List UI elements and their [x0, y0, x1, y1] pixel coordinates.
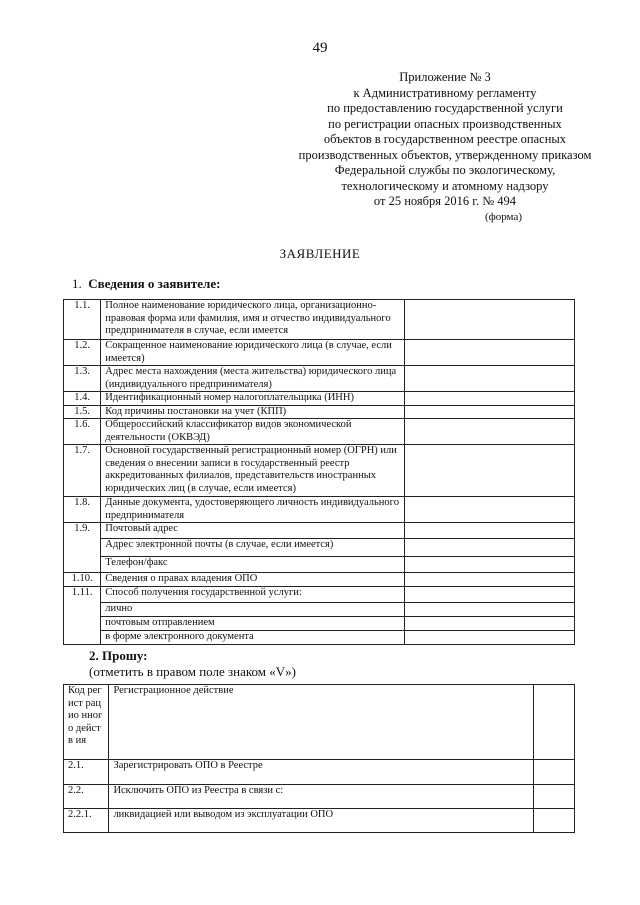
- row-label: Почтовый адрес: [101, 523, 404, 539]
- table-row: [64, 602, 575, 616]
- appendix-line: по регистрации опасных производственных: [328, 116, 562, 131]
- section1-title: Сведения о заявителе:: [88, 276, 221, 291]
- row-label: Сокращенное наименование юридического лица (в случае, если имеется): [101, 340, 404, 366]
- table-row: [64, 630, 575, 644]
- value-cell[interactable]: [404, 366, 574, 392]
- mark-cell[interactable]: [533, 685, 574, 760]
- table-row: [64, 300, 575, 340]
- row-number: 1.11.: [64, 586, 101, 644]
- row-label: в форме электронного документа: [101, 630, 404, 644]
- value-cell[interactable]: [404, 557, 574, 573]
- forma-label: (форма): [484, 210, 522, 223]
- appendix-line: от 25 ноября 2016 г. № 494: [373, 194, 517, 208]
- appendix-line: по предоставлению государственной услуги: [327, 101, 563, 115]
- appendix-line: к Административному регламенту: [353, 85, 537, 100]
- value-cell[interactable]: [404, 586, 574, 602]
- appendix-line: производственных объектов, утвержденному приказом: [298, 147, 592, 162]
- row-label: Телефон/факс: [101, 557, 404, 573]
- value-cell[interactable]: [404, 539, 574, 557]
- section1-heading: [72, 276, 220, 292]
- row-label: Код причины постановки на учет (КПП): [101, 405, 404, 419]
- table-row: [64, 392, 575, 406]
- row-label: Сведения о правах владения ОПО: [101, 573, 404, 587]
- appendix-header: [280, 70, 610, 224]
- row-label: Адрес электронной почты (в случае, если имеется): [101, 539, 404, 557]
- checkbox-cell-lichno[interactable]: [404, 602, 574, 616]
- row-label: Адрес места нахождения (места жительства) юридического лица (индивидуального предпринимателя): [101, 366, 404, 392]
- appendix-line: объектов в государственном реестре опасных: [323, 132, 567, 146]
- page-number: 49: [312, 40, 328, 56]
- mark-cell[interactable]: [533, 785, 574, 809]
- table-row: [64, 760, 575, 785]
- action-header: Регистрационное действие: [109, 685, 533, 760]
- table-row: [64, 539, 575, 557]
- row-number: 1.4.: [64, 392, 101, 406]
- row-label: Основной государственный регистрационный номер (ОГРН) или сведения о внесении записи в государственный реестр аккредитованных филиалов, представительств иностранных юридических лиц (в случае, если имеется): [101, 445, 404, 497]
- registration-action-table: [63, 684, 575, 833]
- row-label: Данные документа, удостоверяющего личность индивидуального предпринимателя: [101, 497, 404, 523]
- table-row: [64, 586, 575, 602]
- value-cell[interactable]: [404, 405, 574, 419]
- row-label: Идентификационный номер налогоплательщика (ИНН): [101, 392, 404, 406]
- row-number: 1.9.: [64, 523, 101, 573]
- row-number: 2.2.: [64, 785, 109, 809]
- section2-heading: [89, 648, 296, 680]
- value-cell[interactable]: [404, 523, 574, 539]
- row-number: 1.1.: [64, 300, 101, 340]
- table-row: [64, 809, 575, 833]
- mark-cell[interactable]: [533, 809, 574, 833]
- value-cell[interactable]: [404, 419, 574, 445]
- applicant-info-table: [63, 299, 575, 645]
- section2-note: (отметить в правом поле знаком «V»): [89, 664, 296, 679]
- row-number: 1.7.: [64, 445, 101, 497]
- table-row: [64, 340, 575, 366]
- table-row: [64, 616, 575, 630]
- section2-title: 2. Прошу:: [89, 648, 148, 663]
- table-row: [64, 573, 575, 587]
- row-label: Способ получения государственной услуги:: [101, 586, 404, 602]
- value-cell[interactable]: [404, 445, 574, 497]
- table-row: [64, 366, 575, 392]
- row-label: Общероссийский классификатор видов экономической деятельности (ОКВЭД): [101, 419, 404, 445]
- row-number: 2.2.1.: [64, 809, 109, 833]
- appendix-line: Федеральной службы по экологическому,: [334, 163, 556, 177]
- value-cell[interactable]: [404, 497, 574, 523]
- appendix-line: технологическому и атомному надзору: [341, 178, 549, 193]
- value-cell[interactable]: [404, 392, 574, 406]
- mark-cell[interactable]: [533, 760, 574, 785]
- table-row: [64, 785, 575, 809]
- table-row: [64, 419, 575, 445]
- section1-number: 1.: [72, 276, 82, 291]
- row-label: почтовым отправлением: [101, 616, 404, 630]
- document-title: ЗАЯВЛЕНИЕ: [279, 246, 361, 261]
- table-row: [64, 557, 575, 573]
- table-row: [64, 405, 575, 419]
- row-number: 1.10.: [64, 573, 101, 587]
- checkbox-cell-post[interactable]: [404, 616, 574, 630]
- row-number: 1.8.: [64, 497, 101, 523]
- row-number: 1.2.: [64, 340, 101, 366]
- row-label: Исключить ОПО из Реестра в связи с:: [109, 785, 533, 809]
- row-number: 1.6.: [64, 419, 101, 445]
- row-label: лично: [101, 602, 404, 616]
- code-header: Код регист рацио нного действ ия: [64, 685, 109, 760]
- row-number: 2.1.: [64, 760, 109, 785]
- value-cell[interactable]: [404, 340, 574, 366]
- table-row: [64, 523, 575, 539]
- row-number: 1.5.: [64, 405, 101, 419]
- row-label: Полное наименование юридического лица, организационно-правовая форма или фамилия, имя и отчество индивидуального предпринимателя в случае, если имеется: [101, 300, 404, 340]
- table-row: [64, 685, 575, 760]
- row-number: 1.3.: [64, 366, 101, 392]
- checkbox-cell-electronic[interactable]: [404, 630, 574, 644]
- row-label: ликвидацией или выводом из эксплуатации ОПО: [109, 809, 533, 833]
- appendix-line: Приложение № 3: [399, 70, 491, 84]
- table-row: [64, 445, 575, 497]
- value-cell[interactable]: [404, 300, 574, 340]
- table-row: [64, 497, 575, 523]
- row-label: Зарегистрировать ОПО в Реестре: [109, 760, 533, 785]
- value-cell[interactable]: [404, 573, 574, 587]
